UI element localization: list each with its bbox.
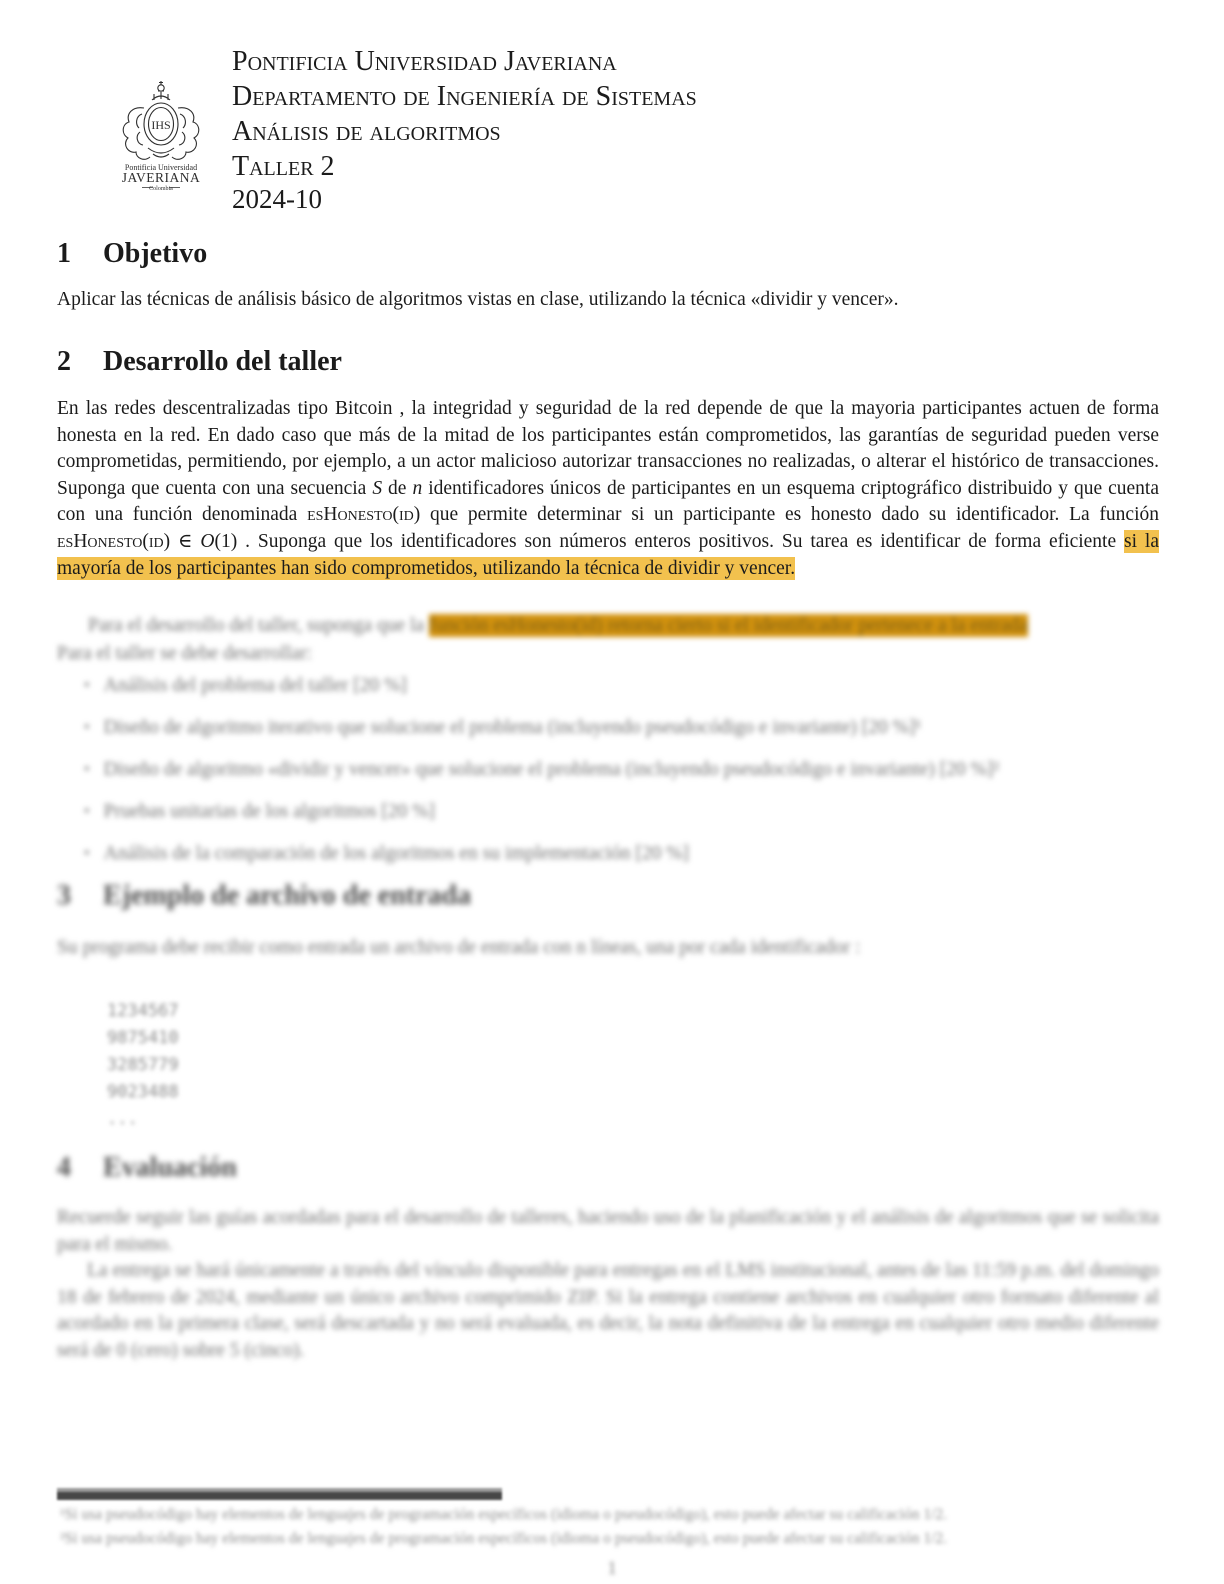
section-3-heading bbox=[57, 880, 471, 912]
evaluation-paragraph-2: La entrega se hará únicamente a través del vínculo disponible para entregas en el LMS institucional, antes de las 11:59 p.m. del domingo 18 de febrero de 2024, mediante un único archivo comprimido ZIP. Si la entrega contiene archivos en cualquier otro formato diferente al acordado en la primera clase, será descartada y no será evaluada, es decir, la nota definitiva de la entrega en cualquier otro medio diferente será de 0 (cero) sobre 5 (cinco). bbox=[57, 1260, 1159, 1361]
page-number: 1 bbox=[607, 1558, 617, 1579]
section-2-title: Desarrollo del taller bbox=[103, 346, 342, 377]
text-segment: Para el desarrollo del taller, suponga que la bbox=[88, 615, 429, 636]
footnotes bbox=[60, 1503, 1145, 1551]
input-example-code bbox=[107, 998, 179, 1133]
footnote-1: ¹Si usa pseudocódigo hay elementos de lenguajes de programación específicos (idioma o pseudocódigo), esto puede afectar su calificación 1/2. bbox=[60, 1506, 947, 1523]
logo-javeriana-text: JAVERIANA bbox=[121, 170, 201, 185]
section-4-title: Evaluación bbox=[103, 1152, 237, 1183]
bullet-icon: • bbox=[84, 761, 90, 778]
header-line-course: Análisis de algoritmos bbox=[232, 116, 501, 147]
input-example-paragraph: Su programa debe recibir como entrada un archivo de entrada con n líneas, una por cada identificador : bbox=[57, 937, 861, 958]
text-segment: esHonesto(id) bbox=[307, 504, 421, 526]
list-item bbox=[84, 840, 1164, 867]
section-1-title: Objetivo bbox=[103, 238, 208, 269]
text-segment: (1) . Suponga que los identificadores son números enteros positivos. Su tarea es identificar de forma eficiente bbox=[214, 530, 1125, 552]
bullet-icon: • bbox=[84, 719, 90, 736]
list-item bbox=[84, 756, 1164, 783]
logo-colombia-text: Colombia bbox=[149, 186, 173, 192]
section-1-number: 1 bbox=[57, 238, 71, 269]
text-segment: n bbox=[412, 477, 423, 499]
section-4-number: 4 bbox=[57, 1152, 71, 1183]
requirements-list bbox=[84, 672, 1164, 882]
code-line: 9023488 bbox=[107, 1082, 179, 1102]
header-line-institution: Pontificia Universidad Javeriana bbox=[232, 46, 617, 77]
section-4-heading bbox=[57, 1152, 237, 1184]
blurred-note-line-2: Para el taller se debe desarrollar: bbox=[57, 643, 312, 664]
text-segment: En las redes descentralizadas tipo Bitcoin , la integridad y seguridad de la red depende de que la mayoria participantes actuen de forma honesta en la red. En dado caso que más de la mitad de los participantes están comprometidos, las garantías de seguridad pueden verse comprometidas, permitiendo, por ejemplo, a un actor malicioso autorizar transacciones no realizadas, o alterar el histórico de transacciones. Suponga que cuenta con una secuencia bbox=[57, 398, 1159, 499]
university-logo bbox=[106, 80, 216, 192]
section-2-heading bbox=[57, 346, 342, 378]
text-segment: S bbox=[372, 477, 383, 499]
code-line: ... bbox=[107, 1109, 138, 1129]
section-3-number: 3 bbox=[57, 880, 71, 911]
text-segment: que permite determinar si un participante es honesto dado su identificador. La función bbox=[420, 504, 1159, 526]
text-segment: función esHonesto(id) retorna cierto si el identificador pertenece a la entrada bbox=[428, 615, 1028, 636]
text-segment: si la mayoría de los participantes han sido comprometidos, utilizando la técnica de dividir y vencer. bbox=[57, 530, 1160, 579]
text-segment: de bbox=[382, 477, 413, 499]
list-item bbox=[84, 798, 1164, 825]
header-line-term: 2024-10 bbox=[232, 184, 322, 214]
logo-university-name: Pontificia Universidad bbox=[124, 163, 198, 172]
blurred-note-line-1 bbox=[88, 613, 1158, 640]
bullet-icon: • bbox=[84, 803, 90, 820]
text-segment: esHonesto(id) bbox=[57, 530, 171, 552]
list-item-label: Diseño de algoritmo iterativo que solucione el problema (incluyendo pseudocódigo e invariante) [20 %]¹ bbox=[103, 717, 922, 738]
header-line-department: Departamento de Ingeniería de Sistemas bbox=[232, 81, 697, 112]
list-item-label: Diseño de algoritmo «dividir y vencer» que solucione el problema (incluyendo pseudocódigo e invariante) [20 %]² bbox=[103, 759, 1000, 780]
footnote-rule bbox=[57, 1488, 502, 1500]
footnote-2: ²Si usa pseudocódigo hay elementos de lenguajes de programación específicos (idioma o pseudocódigo), esto puede afectar su calificación 1/2. bbox=[60, 1530, 947, 1547]
code-line: 1234567 bbox=[107, 1001, 179, 1021]
objective-paragraph: Aplicar las técnicas de análisis básico de algoritmos vistas en clase, utilizando la técnica «dividir y vencer». bbox=[57, 289, 899, 310]
section-2-number: 2 bbox=[57, 346, 71, 377]
bullet-icon: • bbox=[84, 677, 90, 694]
logo-ihs-text: IHS bbox=[151, 118, 171, 132]
code-line: 3285779 bbox=[107, 1055, 179, 1075]
code-line: 9875410 bbox=[107, 1028, 179, 1048]
text-segment: O bbox=[200, 530, 215, 552]
section-1-heading bbox=[57, 238, 207, 270]
text-segment: ∈ bbox=[170, 530, 201, 552]
bullet-icon: • bbox=[84, 845, 90, 862]
list-item bbox=[84, 714, 1164, 741]
header-line-title: Taller 2 bbox=[232, 151, 335, 182]
list-item-label: Pruebas unitarias de los algoritmos [20 %] bbox=[103, 801, 436, 822]
list-item bbox=[84, 672, 1164, 699]
university-crest-icon bbox=[106, 80, 216, 192]
development-paragraph bbox=[57, 396, 1159, 582]
list-item-label: Análisis del problema del taller [20 %] bbox=[103, 675, 407, 696]
list-item-label: Análisis de la comparación de los algoritmos en su implementación [20 %] bbox=[103, 843, 689, 864]
text-segment: identificadores únicos de participantes en un esquema criptográfico distribuido y que cuenta con una función denominada bbox=[57, 477, 1159, 526]
section-3-title: Ejemplo de archivo de entrada bbox=[103, 880, 472, 911]
document-header bbox=[232, 44, 697, 215]
evaluation-paragraph-1: Recuerde seguir las guías acordadas para el desarrollo de talleres, haciendo uso de la planificación y el análisis de algoritmos que se solicita para el mismo. bbox=[57, 1207, 1159, 1255]
